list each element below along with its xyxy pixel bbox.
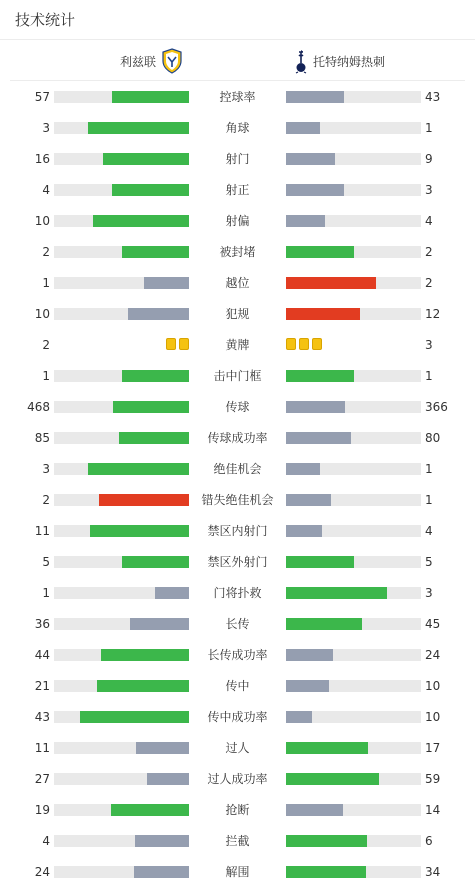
stat-label: 传球成功率: [207, 431, 268, 445]
stat-label: 射门: [225, 152, 250, 166]
away-stat-bar: [286, 370, 421, 382]
home-stat-bar: [54, 432, 189, 444]
home-stat-value: 36: [34, 617, 50, 631]
away-stat-bar-fill: [286, 711, 312, 723]
away-stat-value: 1: [425, 369, 433, 383]
home-stat-bar: [54, 246, 189, 258]
away-stat-bar: [286, 773, 421, 785]
stat-label: 禁区外射门: [207, 555, 268, 569]
away-stat-bar-fill: [286, 184, 344, 196]
home-stat-bar: [54, 525, 189, 537]
stat-row: [0, 608, 475, 639]
stat-label: 被封堵: [219, 245, 256, 259]
away-stat-bar: [286, 494, 421, 506]
home-stat-bar: [54, 804, 189, 816]
away-stat-bar-fill: [286, 525, 322, 537]
home-stat-bar-fill: [112, 91, 189, 103]
home-stat-bar-fill: [134, 866, 189, 878]
away-stat-bar: [286, 153, 421, 165]
away-stat-value: 366: [425, 400, 448, 414]
away-stat-value: 5: [425, 555, 433, 569]
stat-row: [0, 546, 475, 577]
away-stat-bar: [286, 308, 421, 320]
away-stat-bar: [286, 277, 421, 289]
home-stat-bar-fill: [119, 432, 189, 444]
stat-label: 绝佳机会: [213, 462, 262, 476]
home-stat-bar-fill: [147, 773, 189, 785]
away-stat-bar-fill: [286, 91, 344, 103]
home-stat-value: 1: [42, 369, 50, 383]
home-stat-bar-fill: [99, 494, 189, 506]
yellow-card-icon: [312, 338, 322, 350]
home-stat-bar: [54, 649, 189, 661]
stat-label: 传球: [225, 400, 250, 414]
home-stat-bar: [54, 153, 189, 165]
home-stat-bar: [54, 618, 189, 630]
away-stat-bar-fill: [286, 680, 329, 692]
away-stat-value: 12: [425, 307, 441, 321]
stat-row: [0, 763, 475, 794]
away-stat-bar-fill: [286, 370, 354, 382]
home-stat-value: 4: [42, 183, 50, 197]
stat-row: [0, 453, 475, 484]
away-stat-bar-fill: [286, 246, 354, 258]
home-stat-bar: [54, 556, 189, 568]
stat-row: [0, 360, 475, 391]
away-stat-bar: [286, 401, 421, 413]
stat-label: 抢断: [225, 803, 250, 817]
home-stat-bar-fill: [93, 215, 189, 227]
away-stat-bar: [286, 525, 421, 537]
away-stat-value: 3: [425, 183, 433, 197]
leeds-crest-icon: [161, 48, 183, 74]
away-stat-value: 59: [425, 772, 441, 786]
away-stat-bar-fill: [286, 587, 387, 599]
away-team-name: 托特纳姆热刺: [313, 54, 386, 69]
stat-row: [0, 298, 475, 329]
stat-row: [0, 112, 475, 143]
home-stat-bar: [54, 91, 189, 103]
away-stat-value: 1: [425, 493, 433, 507]
home-stat-bar-fill: [90, 525, 189, 537]
stat-label: 过人: [225, 741, 250, 755]
home-stat-bar: [54, 401, 189, 413]
away-stat-value: 3: [425, 338, 433, 352]
home-stat-value: 2: [42, 245, 50, 259]
home-stat-bar: [54, 835, 189, 847]
home-stat-bar: [54, 184, 189, 196]
home-stat-value: 1: [42, 586, 50, 600]
stat-row: [0, 267, 475, 298]
home-stat-value: 2: [42, 493, 50, 507]
stat-row: [0, 794, 475, 825]
stat-label: 角球: [225, 121, 250, 135]
home-stat-value: 468: [27, 400, 50, 414]
away-stat-bar: [286, 711, 421, 723]
home-stat-value: 57: [34, 90, 50, 104]
home-stat-bar: [54, 215, 189, 227]
away-yellow-cards: [286, 338, 322, 350]
stat-row: [0, 391, 475, 422]
home-stat-bar: [54, 494, 189, 506]
stat-row: [0, 484, 475, 515]
away-stat-bar: [286, 556, 421, 568]
stat-label: 禁区内射门: [207, 524, 268, 538]
home-stat-value: 3: [42, 462, 50, 476]
away-stat-bar-fill: [286, 835, 367, 847]
away-stat-bar: [286, 122, 421, 134]
stat-row: [0, 825, 475, 856]
home-stat-bar: [54, 680, 189, 692]
away-stat-bar-fill: [286, 866, 366, 878]
home-stat-value: 44: [34, 648, 50, 662]
page-title: 技术统计: [15, 11, 76, 29]
away-stat-bar: [286, 432, 421, 444]
stat-label: 控球率: [219, 90, 256, 104]
away-stat-bar-fill: [286, 432, 351, 444]
away-stat-bar-fill: [286, 122, 320, 134]
stat-label: 传中: [225, 679, 250, 693]
stat-row: [0, 422, 475, 453]
home-stat-value: 10: [34, 214, 50, 228]
away-team: [293, 41, 385, 81]
stat-label: 过人成功率: [207, 772, 268, 786]
away-stat-bar-fill: [286, 618, 362, 630]
away-stat-bar: [286, 680, 421, 692]
home-stat-value: 11: [34, 741, 50, 755]
home-stat-bar-fill: [122, 246, 190, 258]
home-stat-bar-fill: [122, 556, 190, 568]
away-stat-bar-fill: [286, 277, 376, 289]
away-stat-value: 43: [425, 90, 441, 104]
away-stat-value: 3: [425, 586, 433, 600]
home-team-name: 利兹联: [119, 54, 156, 69]
away-stat-bar-fill: [286, 742, 368, 754]
home-stat-bar-fill: [144, 277, 189, 289]
home-stat-bar: [54, 277, 189, 289]
away-stat-value: 6: [425, 834, 433, 848]
away-stat-value: 1: [425, 121, 433, 135]
stat-row: [0, 670, 475, 701]
stat-row: [0, 329, 475, 360]
away-stat-bar: [286, 742, 421, 754]
home-stat-value: 4: [42, 834, 50, 848]
away-stat-bar: [286, 246, 421, 258]
home-stat-value: 21: [34, 679, 50, 693]
away-stat-value: 34: [425, 865, 441, 879]
away-stat-bar: [286, 215, 421, 227]
home-stat-bar: [54, 463, 189, 475]
home-team: [120, 41, 183, 81]
yellow-card-icon: [179, 338, 189, 350]
home-stat-value: 24: [34, 865, 50, 879]
home-stat-value: 16: [34, 152, 50, 166]
stat-row: [0, 577, 475, 608]
home-stat-bar: [54, 742, 189, 754]
home-stat-bar-fill: [88, 122, 189, 134]
home-stat-bar: [54, 866, 189, 878]
home-stat-bar-fill: [88, 463, 189, 475]
home-stat-value: 5: [42, 555, 50, 569]
home-stat-bar-fill: [111, 804, 189, 816]
home-stat-bar: [54, 122, 189, 134]
stat-row: [0, 205, 475, 236]
away-stat-bar: [286, 463, 421, 475]
home-stat-bar-fill: [135, 835, 189, 847]
away-stat-value: 80: [425, 431, 441, 445]
away-stat-bar: [286, 835, 421, 847]
home-stat-bar-fill: [130, 618, 189, 630]
stat-label: 长传: [225, 617, 250, 631]
stat-row: [0, 174, 475, 205]
yellow-card-icon: [299, 338, 309, 350]
away-stat-value: 14: [425, 803, 441, 817]
away-stat-value: 4: [425, 214, 433, 228]
away-stat-value: 45: [425, 617, 441, 631]
stat-label: 传中成功率: [207, 710, 268, 724]
stat-row: [0, 515, 475, 546]
stat-label: 射正: [225, 183, 250, 197]
stat-row: [0, 236, 475, 267]
stats-list: [0, 81, 475, 887]
away-stat-bar: [286, 866, 421, 878]
home-stat-bar-fill: [113, 401, 189, 413]
home-stat-bar-fill: [97, 680, 189, 692]
stat-label: 门将扑救: [213, 586, 262, 600]
home-stat-bar: [54, 370, 189, 382]
away-stat-bar-fill: [286, 463, 320, 475]
home-stat-value: 2: [42, 338, 50, 352]
home-yellow-cards: [166, 338, 189, 350]
stat-row: [0, 732, 475, 763]
away-stat-bar-fill: [286, 773, 379, 785]
home-stat-value: 27: [34, 772, 50, 786]
stat-label: 长传成功率: [207, 648, 268, 662]
stat-row: [0, 143, 475, 174]
away-stat-bar: [286, 184, 421, 196]
away-stat-bar-fill: [286, 401, 345, 413]
away-stat-bar: [286, 804, 421, 816]
home-stat-value: 85: [34, 431, 50, 445]
away-stat-value: 10: [425, 710, 441, 724]
stat-label: 黄牌: [225, 338, 250, 352]
home-stat-bar-fill: [112, 184, 189, 196]
home-stat-value: 10: [34, 307, 50, 321]
stat-row: [0, 856, 475, 887]
home-stat-value: 43: [34, 710, 50, 724]
away-stat-value: 24: [425, 648, 441, 662]
stat-row: [0, 701, 475, 732]
away-stat-value: 2: [425, 276, 433, 290]
home-stat-value: 3: [42, 121, 50, 135]
away-stat-value: 2: [425, 245, 433, 259]
home-stat-bar: [54, 711, 189, 723]
away-stat-value: 1: [425, 462, 433, 476]
home-stat-value: 1: [42, 276, 50, 290]
home-stat-bar-fill: [80, 711, 189, 723]
away-stat-bar-fill: [286, 649, 333, 661]
away-stat-value: 10: [425, 679, 441, 693]
away-stat-bar: [286, 649, 421, 661]
stat-row: [0, 81, 475, 112]
stat-label: 错失绝佳机会: [201, 493, 274, 507]
stat-label: 解围: [225, 865, 250, 879]
away-stat-bar-fill: [286, 153, 335, 165]
stat-label: 拦截: [225, 834, 250, 848]
home-stat-value: 19: [34, 803, 50, 817]
away-stat-bar-fill: [286, 494, 331, 506]
away-stat-bar-fill: [286, 215, 325, 227]
away-stat-bar-fill: [286, 556, 354, 568]
yellow-card-icon: [166, 338, 176, 350]
stat-label: 越位: [225, 276, 250, 290]
home-stat-bar-fill: [122, 370, 190, 382]
away-stat-value: 4: [425, 524, 433, 538]
home-stat-value: 11: [34, 524, 50, 538]
away-stat-value: 17: [425, 741, 441, 755]
tottenham-cockerel-icon: [293, 48, 309, 74]
away-stat-bar: [286, 587, 421, 599]
home-stat-bar-fill: [101, 649, 189, 661]
home-stat-bar-fill: [136, 742, 189, 754]
away-stat-bar-fill: [286, 804, 343, 816]
stat-label: 犯规: [225, 307, 250, 321]
home-stat-bar: [54, 773, 189, 785]
home-stat-bar-fill: [128, 308, 189, 320]
away-stat-bar-fill: [286, 308, 360, 320]
away-stat-bar: [286, 618, 421, 630]
home-stat-bar-fill: [103, 153, 189, 165]
away-stat-bar: [286, 91, 421, 103]
yellow-card-icon: [286, 338, 296, 350]
away-stat-value: 9: [425, 152, 433, 166]
stat-label: 击中门框: [213, 369, 262, 383]
stat-label: 射偏: [225, 214, 250, 228]
team-header: [10, 41, 465, 81]
stat-row: [0, 639, 475, 670]
home-stat-bar: [54, 308, 189, 320]
header: [0, 0, 475, 40]
home-stat-bar: [54, 587, 189, 599]
home-stat-bar-fill: [155, 587, 189, 599]
